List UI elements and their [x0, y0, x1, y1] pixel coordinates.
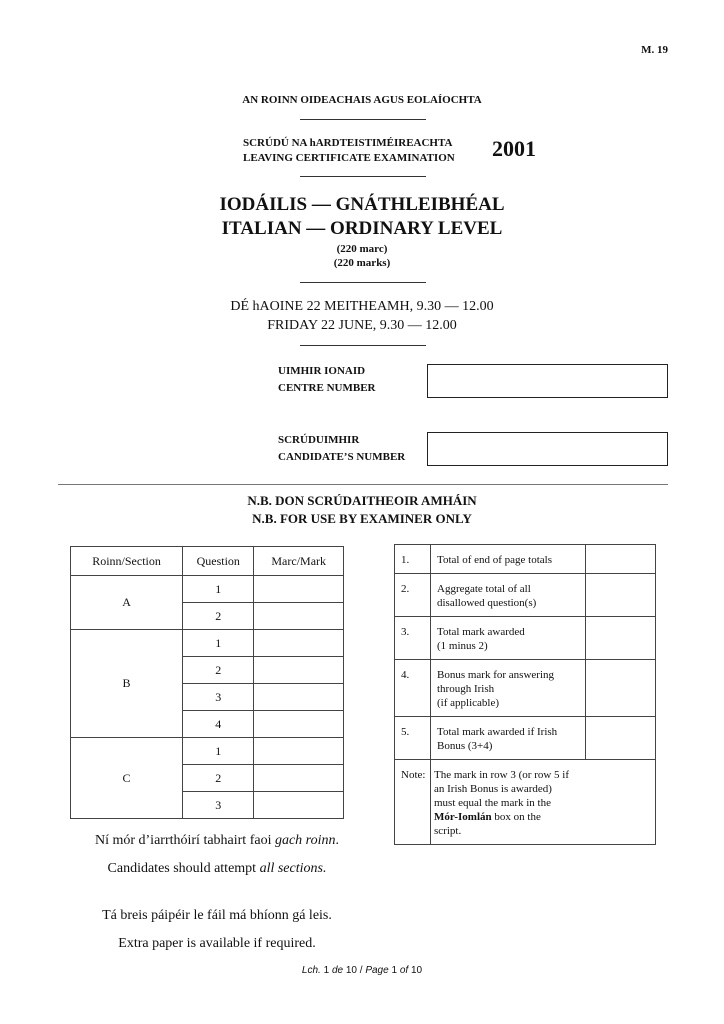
- exam-date: [0, 297, 724, 335]
- candidate-number-box[interactable]: [427, 432, 668, 466]
- mark-cell[interactable]: [254, 630, 344, 657]
- question-number: 2: [183, 765, 254, 792]
- note-line: an Irish Bonus is awarded): [434, 783, 552, 795]
- centre-number-label-english: CENTRE NUMBER: [278, 382, 376, 394]
- row-description-line: (1 minus 2): [437, 640, 488, 652]
- row-number: 2.: [395, 574, 431, 617]
- row-number: 3.: [395, 617, 431, 660]
- divider: [300, 345, 426, 346]
- row-description-line: (if applicable): [437, 697, 499, 709]
- text-emphasis: all sections.: [259, 861, 327, 876]
- question-number: 1: [183, 630, 254, 657]
- total-marks-irish: (220 marc): [336, 243, 388, 255]
- text-fragment: Candidates should attempt: [107, 861, 260, 876]
- exam-year: 2001: [492, 136, 536, 161]
- row-description-line: Bonus (3+4): [437, 740, 493, 752]
- row-description: [431, 717, 586, 760]
- column-header-mark: Marc/Mark: [254, 547, 344, 576]
- note-fragment: box on the: [491, 811, 541, 823]
- footer-page-number: 1: [391, 965, 398, 976]
- candidate-number-label: [278, 432, 405, 466]
- row-description: [431, 545, 586, 574]
- extra-paper-notice: [72, 902, 362, 958]
- extra-paper-irish: Tá breis páipéir le fáil má bhíonn gá leis.: [102, 908, 332, 923]
- section-marks-table: [70, 546, 344, 819]
- note-line: script.: [434, 825, 462, 837]
- exam-title: [243, 136, 455, 166]
- section-name: C: [71, 738, 183, 819]
- note-text: [431, 760, 656, 845]
- total-marks: [0, 242, 724, 270]
- subject-title: [0, 193, 724, 241]
- question-number: 2: [183, 657, 254, 684]
- section-name: B: [71, 630, 183, 738]
- row-description-line: through Irish: [437, 683, 495, 695]
- question-number: 1: [183, 738, 254, 765]
- mark-cell[interactable]: [254, 603, 344, 630]
- row-description-line: Total of end of page totals: [437, 554, 553, 566]
- note-line: must equal the mark in the: [434, 797, 551, 809]
- mark-cell[interactable]: [254, 738, 344, 765]
- exam-title-irish: SCRÚDÚ NA hARDTEISTIMÉIREACHTA: [243, 137, 453, 149]
- mark-cell[interactable]: [254, 792, 344, 819]
- attempt-instructions: [72, 827, 362, 883]
- exam-date-english: FRIDAY 22 JUNE, 9.30 — 12.00: [267, 318, 457, 333]
- mark-cell[interactable]: [254, 657, 344, 684]
- divider: [300, 282, 426, 283]
- examiner-notice-irish: N.B. DON SCRÚDAITHEOIR AMHÁIN: [247, 493, 477, 508]
- column-header-question: Question: [183, 547, 254, 576]
- note-line: The mark in row 3 (or row 5 if: [434, 769, 570, 781]
- attempt-instruction-english: [72, 855, 362, 883]
- question-number: 2: [183, 603, 254, 630]
- subject-title-english: ITALIAN — ORDINARY LEVEL: [221, 218, 503, 239]
- examiner-totals-table: [394, 544, 656, 845]
- row-description-line: disallowed question(s): [437, 597, 537, 609]
- subject-title-irish: IODÁILIS — GNÁTHLEIBHÉAL: [219, 194, 505, 215]
- footer-fragment: of: [399, 965, 409, 976]
- mark-cell[interactable]: [254, 711, 344, 738]
- footer-total-pages: 10: [410, 965, 423, 976]
- total-entry-box[interactable]: [586, 545, 656, 574]
- row-description: [431, 660, 586, 717]
- row-description-line: Bonus mark for answering: [437, 669, 555, 681]
- row-description-line: Aggregate total of all: [437, 583, 531, 595]
- total-marks-english: (220 marks): [333, 257, 391, 269]
- total-entry-box[interactable]: [586, 617, 656, 660]
- examiner-notice: [0, 492, 724, 528]
- footer-fragment: Page: [365, 965, 389, 976]
- text-emphasis: gach roinn: [274, 833, 336, 848]
- question-number: 1: [183, 576, 254, 603]
- row-number: 5.: [395, 717, 431, 760]
- paper-code: M. 19: [641, 44, 668, 56]
- mor-iomlan-label: Mór-Iomlán: [434, 811, 492, 823]
- row-description-line: Total mark awarded if Irish: [437, 726, 558, 738]
- divider: [300, 176, 426, 177]
- footer-total-pages: 10: [345, 965, 357, 976]
- total-entry-box[interactable]: [586, 660, 656, 717]
- row-number: 1.: [395, 545, 431, 574]
- text-fragment: Ní mór d’iarrthóirí tabhairt faoi: [94, 833, 275, 848]
- footer-fragment: de: [331, 965, 344, 976]
- examiner-notice-english: N.B. FOR USE BY EXAMINER ONLY: [252, 511, 472, 526]
- total-entry-box[interactable]: [586, 717, 656, 760]
- text-fragment: .: [335, 833, 340, 848]
- section-name: A: [71, 576, 183, 630]
- exam-title-english: LEAVING CERTIFICATE EXAMINATION: [243, 152, 455, 164]
- extra-paper-english: Extra paper is available if required.: [118, 936, 316, 951]
- footer-fragment: Lch.: [301, 965, 321, 976]
- department-name: AN ROINN OIDEACHAIS AGUS EOLAÍOCHTA: [242, 94, 482, 106]
- page-footer: [0, 965, 724, 976]
- footer-page-number: 1: [323, 965, 330, 976]
- attempt-instruction-irish: [72, 827, 362, 855]
- row-description: [431, 574, 586, 617]
- column-header-section: Roinn/Section: [71, 547, 183, 576]
- page-divider: [58, 484, 668, 485]
- centre-number-label-irish: UIMHIR IONAID: [278, 365, 366, 377]
- footer-fragment: /: [359, 965, 363, 976]
- row-description: [431, 617, 586, 660]
- centre-number-box[interactable]: [427, 364, 668, 398]
- total-entry-box[interactable]: [586, 574, 656, 617]
- note-label: Note:: [395, 760, 431, 845]
- question-number: 3: [183, 684, 254, 711]
- note-line: [434, 810, 652, 824]
- candidate-number-label-english: CANDIDATE’S NUMBER: [278, 451, 406, 463]
- exam-date-irish: DÉ hAOINE 22 MEITHEAMH, 9.30 — 12.00: [230, 299, 494, 314]
- row-number: 4.: [395, 660, 431, 717]
- question-number: 3: [183, 792, 254, 819]
- candidate-number-label-irish: SCRÚDUIMHIR: [278, 434, 360, 446]
- mark-cell[interactable]: [254, 765, 344, 792]
- mark-cell[interactable]: [254, 684, 344, 711]
- centre-number-label: [278, 363, 375, 397]
- question-number: 4: [183, 711, 254, 738]
- row-description-line: Total mark awarded: [437, 626, 525, 638]
- mark-cell[interactable]: [254, 576, 344, 603]
- divider: [300, 119, 426, 120]
